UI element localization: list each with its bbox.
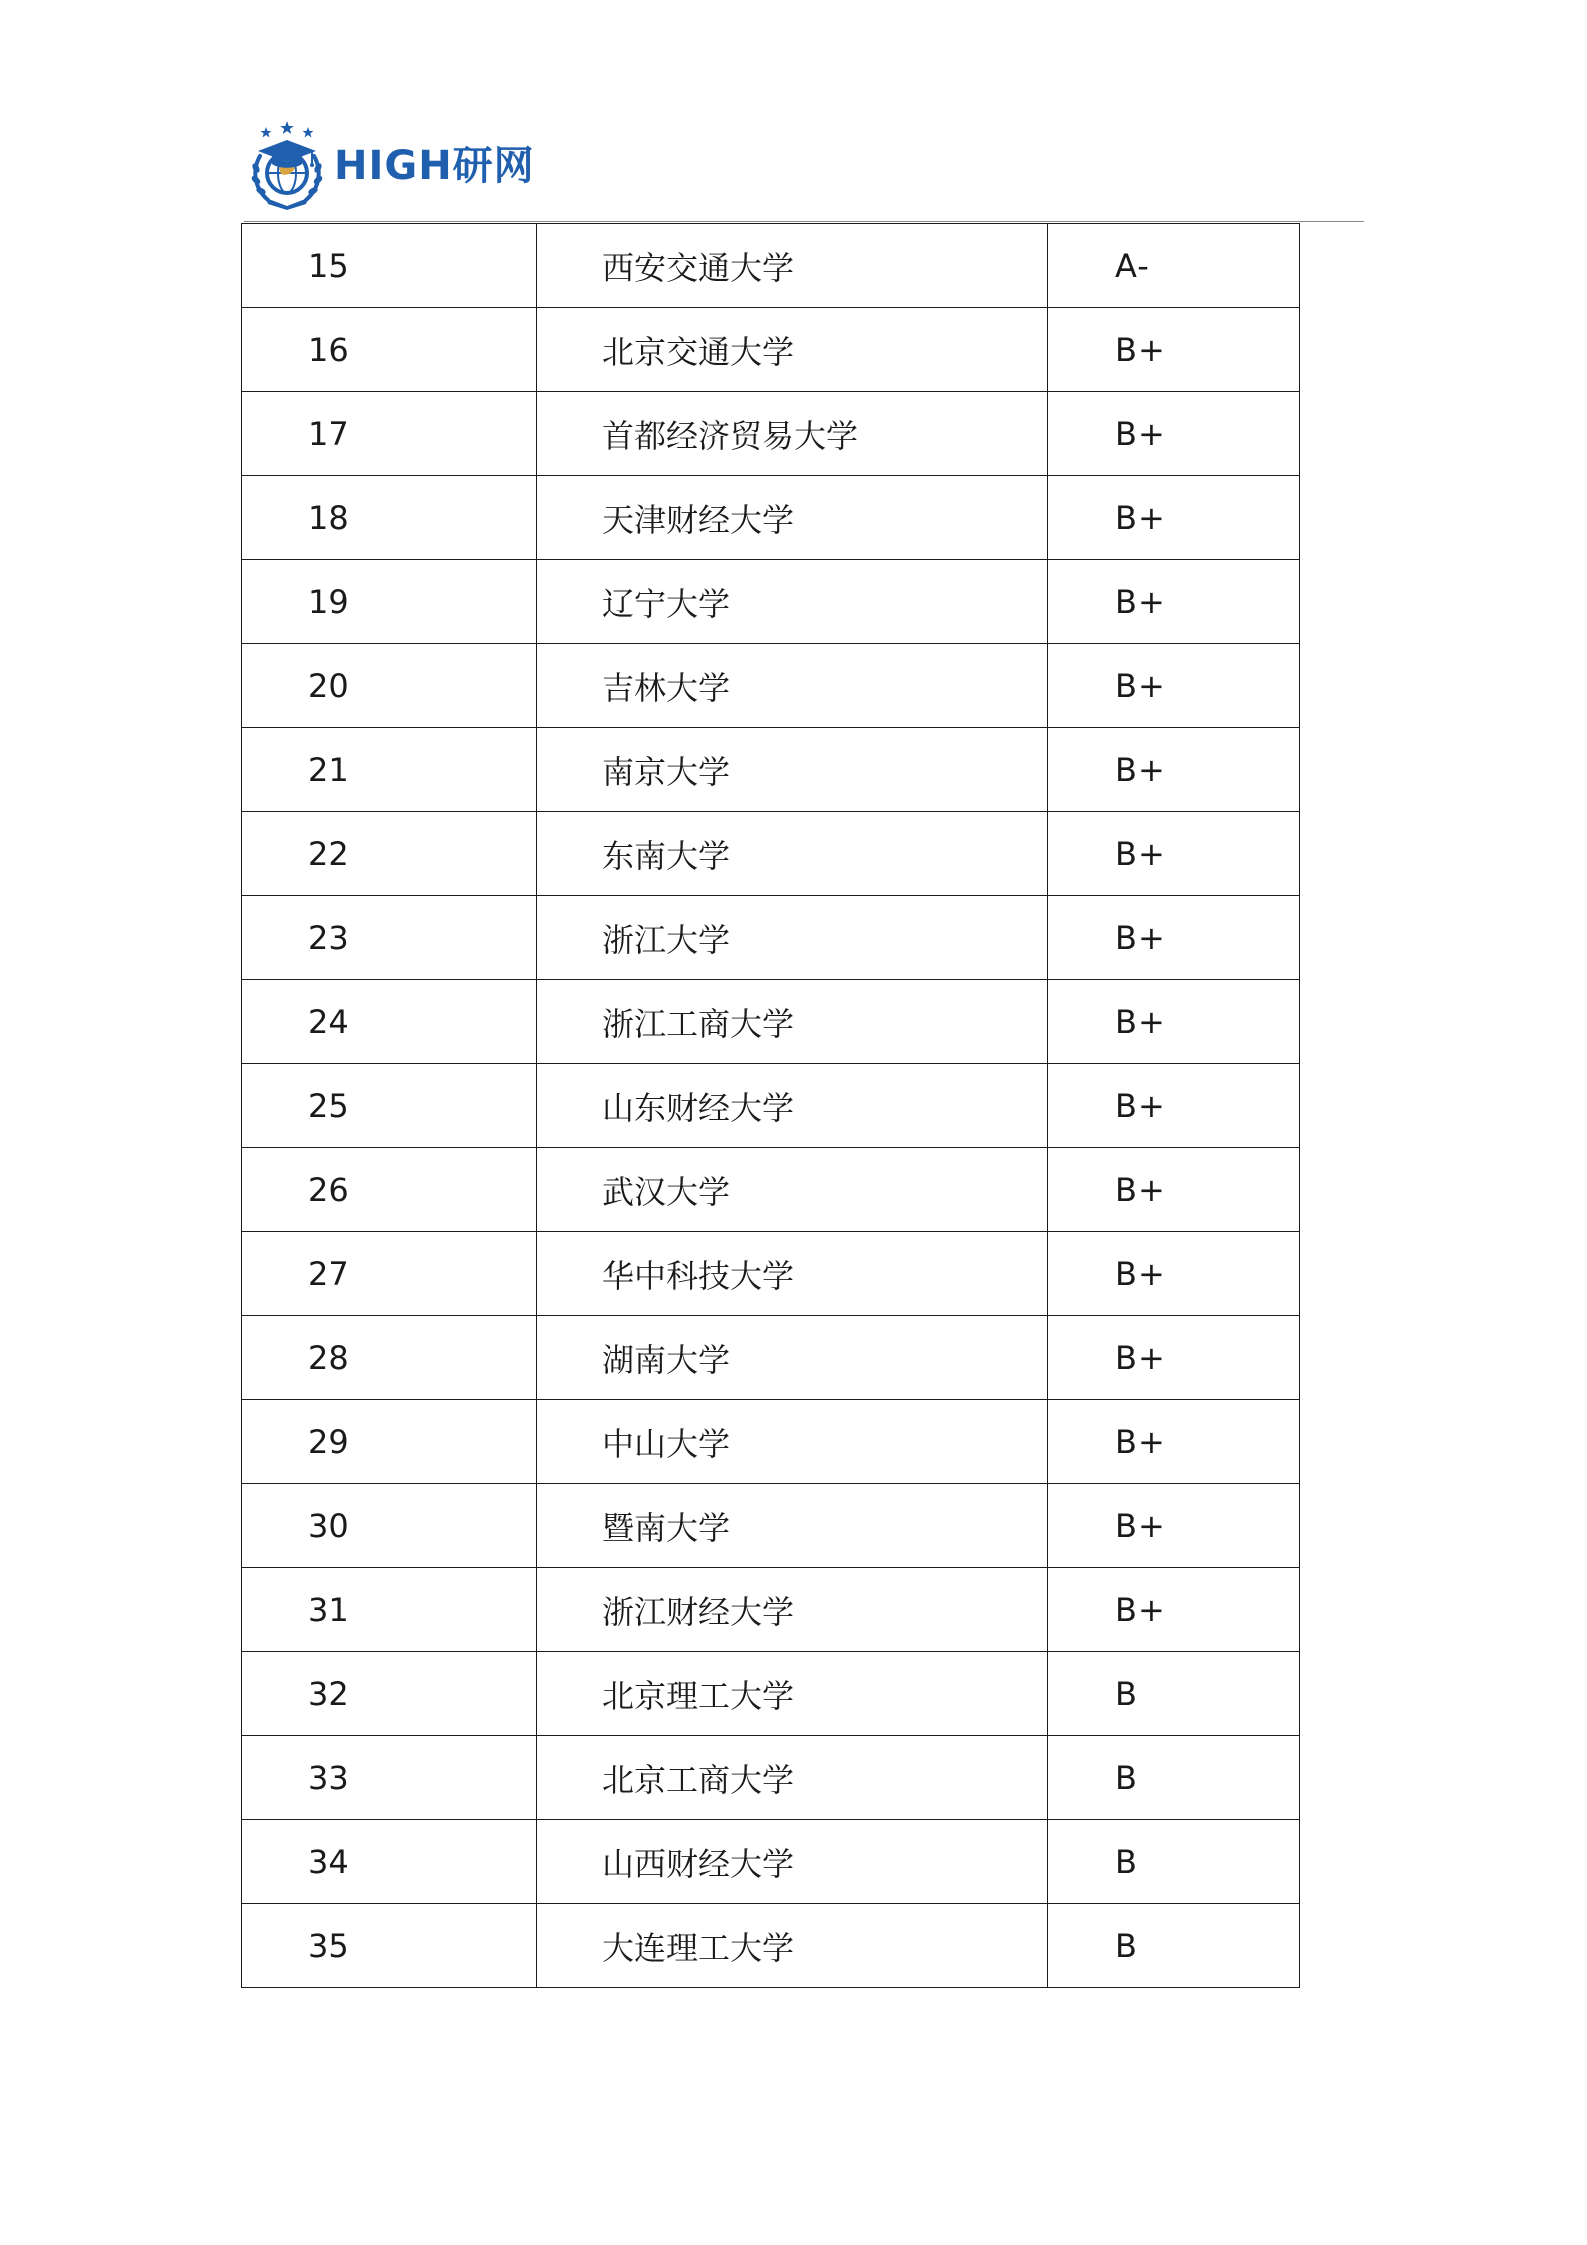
table-row — [242, 1736, 1300, 1820]
university-cell: 浙江工商大学 — [537, 980, 1048, 1064]
grade-cell: B+ — [1048, 1064, 1300, 1148]
grade-cell: A- — [1048, 224, 1300, 308]
page-header — [244, 118, 1364, 222]
grade-cell: B+ — [1048, 560, 1300, 644]
rank-cell: 30 — [242, 1484, 537, 1568]
table-row — [242, 308, 1300, 392]
rank-cell: 34 — [242, 1820, 537, 1904]
university-cell: 天津财经大学 — [537, 476, 1048, 560]
grade-cell: B+ — [1048, 392, 1300, 476]
university-cell: 辽宁大学 — [537, 560, 1048, 644]
table-row — [242, 1232, 1300, 1316]
table-row — [242, 1316, 1300, 1400]
rank-cell: 17 — [242, 392, 537, 476]
grade-cell: B — [1048, 1820, 1300, 1904]
table-row — [242, 896, 1300, 980]
university-cell: 首都经济贸易大学 — [537, 392, 1048, 476]
table-row — [242, 1652, 1300, 1736]
rank-cell: 35 — [242, 1904, 537, 1988]
grade-cell: B+ — [1048, 476, 1300, 560]
university-cell: 中山大学 — [537, 1400, 1048, 1484]
rank-cell: 26 — [242, 1148, 537, 1232]
rank-cell: 27 — [242, 1232, 537, 1316]
university-cell: 浙江大学 — [537, 896, 1048, 980]
grade-cell: B+ — [1048, 1316, 1300, 1400]
university-cell: 大连理工大学 — [537, 1904, 1048, 1988]
grade-cell: B+ — [1048, 1400, 1300, 1484]
grade-cell: B+ — [1048, 1484, 1300, 1568]
table-row — [242, 1904, 1300, 1988]
rank-cell: 28 — [242, 1316, 537, 1400]
rank-cell: 32 — [242, 1652, 537, 1736]
table-row — [242, 1484, 1300, 1568]
table-row — [242, 1148, 1300, 1232]
rank-cell: 24 — [242, 980, 537, 1064]
rank-cell: 18 — [242, 476, 537, 560]
grade-cell: B — [1048, 1652, 1300, 1736]
grade-cell: B+ — [1048, 644, 1300, 728]
university-cell: 北京交通大学 — [537, 308, 1048, 392]
grade-cell: B+ — [1048, 308, 1300, 392]
rank-cell: 33 — [242, 1736, 537, 1820]
grade-cell: B+ — [1048, 728, 1300, 812]
university-cell: 北京工商大学 — [537, 1736, 1048, 1820]
university-cell: 东南大学 — [537, 812, 1048, 896]
university-cell: 吉林大学 — [537, 644, 1048, 728]
grade-cell: B+ — [1048, 896, 1300, 980]
rank-cell: 16 — [242, 308, 537, 392]
university-cell: 暨南大学 — [537, 1484, 1048, 1568]
table-row — [242, 812, 1300, 896]
university-cell: 山西财经大学 — [537, 1820, 1048, 1904]
graduation-cap-emblem-icon — [246, 118, 328, 210]
table-row — [242, 560, 1300, 644]
header-divider — [244, 221, 1364, 222]
rank-cell: 22 — [242, 812, 537, 896]
university-cell: 西安交通大学 — [537, 224, 1048, 308]
table-row — [242, 644, 1300, 728]
university-cell: 华中科技大学 — [537, 1232, 1048, 1316]
university-cell: 山东财经大学 — [537, 1064, 1048, 1148]
brand-logo-text: HIGH研网 — [334, 143, 535, 189]
table-row — [242, 1820, 1300, 1904]
grade-cell: B+ — [1048, 1568, 1300, 1652]
table-row — [242, 1064, 1300, 1148]
table-row — [242, 1400, 1300, 1484]
grade-cell: B — [1048, 1736, 1300, 1820]
ranking-table — [241, 223, 1300, 1988]
university-cell: 武汉大学 — [537, 1148, 1048, 1232]
table-row — [242, 1568, 1300, 1652]
rank-cell: 20 — [242, 644, 537, 728]
grade-cell: B+ — [1048, 1148, 1300, 1232]
rank-cell: 29 — [242, 1400, 537, 1484]
table-row — [242, 476, 1300, 560]
grade-cell: B+ — [1048, 812, 1300, 896]
university-cell: 北京理工大学 — [537, 1652, 1048, 1736]
rank-cell: 23 — [242, 896, 537, 980]
ranking-table-body — [242, 224, 1300, 1988]
table-row — [242, 224, 1300, 308]
grade-cell: B — [1048, 1904, 1300, 1988]
grade-cell: B+ — [1048, 980, 1300, 1064]
university-cell: 浙江财经大学 — [537, 1568, 1048, 1652]
rank-cell: 19 — [242, 560, 537, 644]
rank-cell: 31 — [242, 1568, 537, 1652]
table-row — [242, 980, 1300, 1064]
university-cell: 湖南大学 — [537, 1316, 1048, 1400]
university-cell: 南京大学 — [537, 728, 1048, 812]
rank-cell: 15 — [242, 224, 537, 308]
table-row — [242, 392, 1300, 476]
rank-cell: 25 — [242, 1064, 537, 1148]
rank-cell: 21 — [242, 728, 537, 812]
grade-cell: B+ — [1048, 1232, 1300, 1316]
table-row — [242, 728, 1300, 812]
